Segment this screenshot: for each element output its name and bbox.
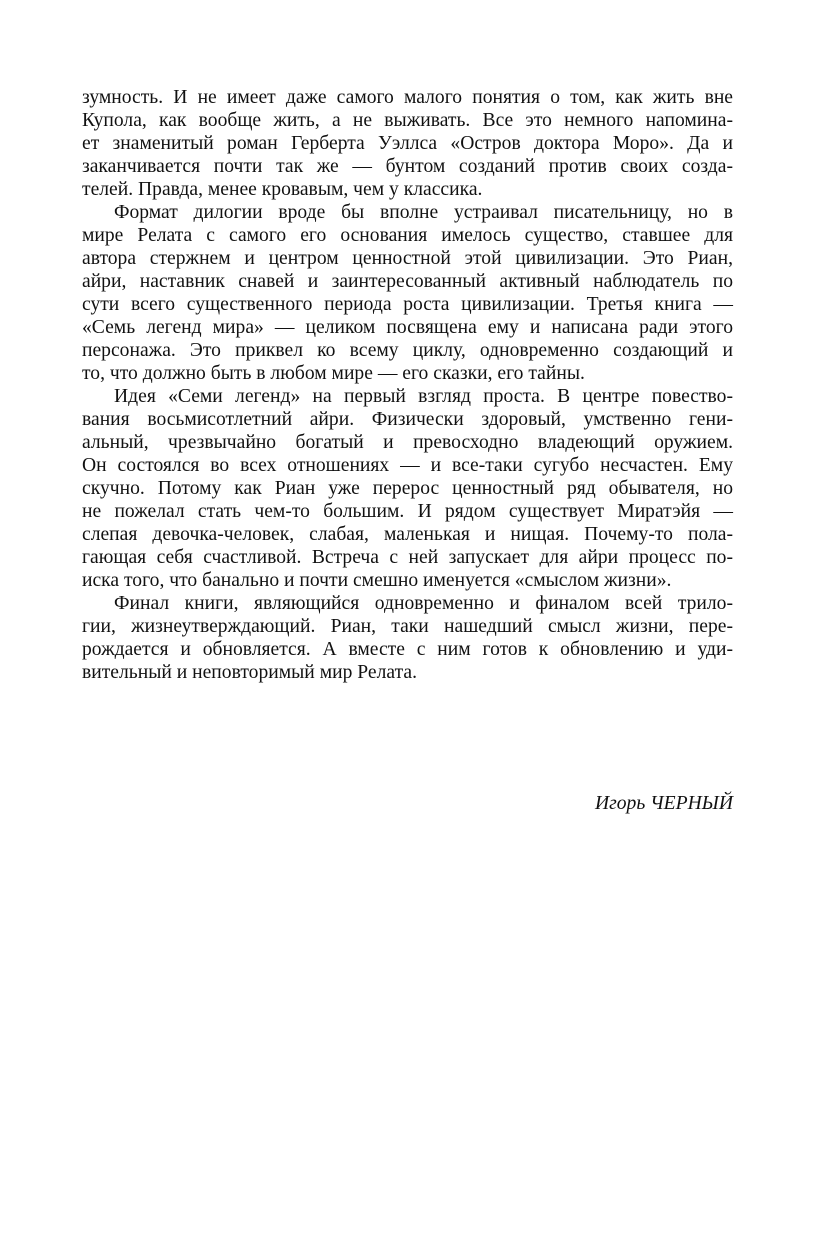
paragraph-1: [82, 86, 733, 201]
text-line: ет знаменитый роман Герберта Уэллса «Остров доктора Моро». Да и: [82, 133, 733, 154]
text-line: сути всего существенного периода роста цивилизации. Третья книга —: [82, 294, 733, 315]
paragraph-3: [82, 385, 733, 592]
text-line: то, что должно быть в любом мире — его сказки, его тайны.: [82, 363, 585, 384]
text-line: мире Релата с самого его основания имелось существо, ставшее для: [82, 225, 733, 246]
text-line: телей. Правда, менее кровавым, чем у классика.: [82, 179, 483, 200]
text-line: Купола, как вообще жить, а не выживать. Все это немного напомина-: [82, 110, 733, 131]
text-line: вания восьмисотлетний айри. Физически здоровый, умственно гени-: [82, 409, 733, 430]
text-line: Идея «Семи легенд» на первый взгляд проста. В центре повество-: [114, 386, 733, 407]
text-line: вительный и неповторимый мир Релата.: [82, 662, 417, 683]
text-line: айри, наставник снавей и заинтересованный активный наблюдатель по: [82, 271, 733, 292]
paragraph-2: [82, 201, 733, 385]
text-line: скучно. Потому как Риан уже перерос ценностный ряд обывателя, но: [82, 478, 733, 499]
text-line: не пожелал стать чем-то большим. И рядом существует Миратэйя —: [82, 501, 733, 522]
text-line: гающая себя счастливой. Встреча с ней запускает для айри процесс по-: [82, 547, 733, 568]
author-signature: Игорь ЧЕРНЫЙ: [594, 793, 733, 814]
text-line: слепая девочка-человек, слабая, маленькая и нищая. Почему-то пола-: [82, 524, 733, 545]
text-line: альный, чрезвычайно богатый и превосходно владеющий оружием.: [82, 432, 733, 453]
text-line: Он состоялся во всех отношениях — и все-таки сугубо несчастен. Ему: [82, 455, 733, 476]
text-line: автора стержнем и центром ценностной этой цивилизации. Это Риан,: [82, 248, 733, 269]
text-line: Финал книги, являющийся одновременно и финалом всей трило-: [114, 593, 733, 614]
text-line: иска того, что банально и почти смешно именуется «смыслом жизни».: [82, 570, 672, 591]
text-line: гии, жизнеутверждающий. Риан, таки нашедший смысл жизни, пере-: [82, 616, 733, 637]
paragraph-4: [82, 592, 733, 684]
page-text: [82, 86, 733, 814]
text-line: Формат дилогии вроде бы вполне устраивал писательницу, но в: [114, 202, 733, 223]
text-line: рождается и обновляется. А вместе с ним готов к обновлению и уди-: [82, 639, 733, 660]
text-line: зумность. И не имеет даже самого малого понятия о том, как жить вне: [82, 87, 733, 108]
text-line: персонажа. Это приквел ко всему циклу, одновременно создающий и: [82, 340, 733, 361]
text-line: «Семь легенд мира» — целиком посвящена ему и написана ради этого: [82, 317, 733, 338]
text-line: заканчивается почти так же — бунтом созданий против своих созда-: [82, 156, 733, 177]
